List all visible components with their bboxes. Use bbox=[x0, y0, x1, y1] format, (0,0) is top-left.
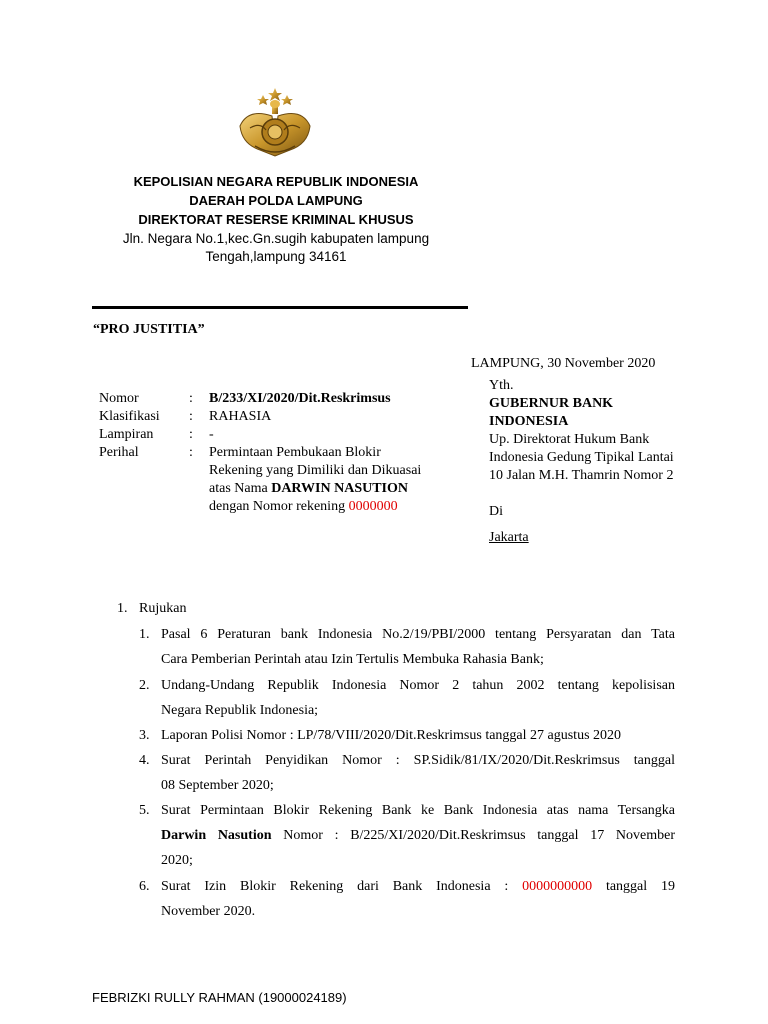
lampiran-label: Lampiran bbox=[99, 427, 154, 442]
account-number: 0000000 bbox=[348, 499, 398, 514]
addressee-line-2: Indonesia Gedung Tipikal Lantai bbox=[489, 450, 674, 465]
list-item-line: Negara Republik Indonesia; bbox=[161, 703, 319, 718]
suspect-name-bold: Darwin Nasution bbox=[161, 828, 272, 843]
list-item-line: Laporan Polisi Nomor : LP/78/VIII/2020/Dit.Reskrimsus tanggal 27 agustus 2020 bbox=[161, 728, 622, 743]
nomor-value: B/233/XI/2020/Dit.Reskrimsus bbox=[209, 391, 391, 406]
yth-label: Yth. bbox=[489, 378, 514, 393]
lampiran-colon: : bbox=[189, 427, 193, 442]
perihal-line-3-prefix: atas Nama bbox=[209, 481, 272, 496]
list-item-line: November 2020. bbox=[161, 904, 256, 919]
list-item-line: 2020; bbox=[161, 853, 193, 868]
addressee-name-2: INDONESIA bbox=[489, 414, 569, 429]
perihal-line-4 bbox=[209, 498, 421, 516]
addressee-name-1: GUBERNUR BANK bbox=[489, 396, 614, 411]
perihal-line-1: Permintaan Pembukaan Blokir bbox=[209, 445, 381, 460]
perihal-line-3 bbox=[209, 480, 421, 498]
institution-name: KEPOLISIAN NEGARA REPUBLIK INDONESIA bbox=[133, 174, 419, 189]
list-item-line bbox=[161, 823, 675, 848]
nomor-colon: : bbox=[189, 391, 193, 406]
perihal-colon: : bbox=[189, 445, 193, 460]
list-item-number: 3. bbox=[139, 728, 150, 743]
perihal-value bbox=[209, 444, 421, 516]
list-item-line: Undang-Undang Republik Indonesia Nomor 2 tahun 2002 tentang kepolisisan bbox=[161, 678, 675, 693]
list-item-line: Pasal 6 Peraturan bank Indonesia No.2/19/PBI/2000 tentang Persyaratan dan Tata bbox=[161, 627, 675, 642]
list-item-number: 4. bbox=[139, 753, 150, 768]
list-item-line-rest: Nomor : B/225/XI/2020/Dit.Reskrimsus tanggal 17 November bbox=[271, 828, 676, 843]
list-item-line: Cara Pemberian Perintah atau Izin Tertulis Membuka Rahasia Bank; bbox=[161, 652, 544, 667]
list-item-line: Surat Permintaan Blokir Rekening Bank ke Bank Indonesia atas nama Tersangka bbox=[161, 803, 675, 818]
perihal-line-4-prefix: dengan Nomor rekening bbox=[209, 499, 349, 514]
list-item-line-suffix: tanggal 19 bbox=[592, 879, 675, 894]
letter-date: LAMPUNG, 30 November 2020 bbox=[471, 356, 656, 371]
addressee-city: Jakarta bbox=[489, 530, 529, 545]
perihal-label: Perihal bbox=[99, 445, 139, 460]
list-item-line bbox=[161, 874, 675, 899]
di-label: Di bbox=[489, 504, 503, 519]
klasifikasi-label: Klasifikasi bbox=[99, 409, 160, 424]
list-item-line: 08 September 2020; bbox=[161, 778, 274, 793]
klasifikasi-value: RAHASIA bbox=[209, 409, 272, 424]
nomor-label: Nomor bbox=[99, 391, 139, 406]
police-emblem-icon bbox=[230, 86, 320, 166]
pro-justitia-heading: “PRO JUSTITIA” bbox=[93, 322, 205, 337]
regional-unit: DAERAH POLDA LAMPUNG bbox=[189, 193, 363, 208]
directorate-name: DIREKTORAT RESERSE KRIMINAL KHUSUS bbox=[138, 212, 414, 227]
footer-author: FEBRIZKI RULLY RAHMAN (19000024189) bbox=[92, 990, 347, 1005]
section-number: 1. bbox=[117, 601, 128, 616]
list-item-number: 1. bbox=[139, 627, 150, 642]
list-item-number: 5. bbox=[139, 803, 150, 818]
list-item-number: 6. bbox=[139, 879, 150, 894]
section-title: Rujukan bbox=[139, 601, 187, 616]
perihal-line-2: Rekening yang Dimiliki dan Dikuasai bbox=[209, 463, 422, 478]
klasifikasi-colon: : bbox=[189, 409, 193, 424]
header-divider bbox=[92, 306, 468, 309]
permit-account-number: 0000000000 bbox=[522, 879, 593, 894]
list-item-line: Surat Perintah Penyidikan Nomor : SP.Sidik/81/IX/2020/Dit.Reskrimsus tanggal bbox=[161, 753, 675, 768]
address-line-2: Tengah,lampung 34161 bbox=[205, 249, 347, 264]
address-line-1: Jln. Negara No.1,kec.Gn.sugih kabupaten lampung bbox=[122, 231, 430, 246]
addressee-line-3: 10 Jalan M.H. Thamrin Nomor 2 bbox=[489, 468, 674, 483]
lampiran-value: - bbox=[209, 427, 214, 442]
list-item-number: 2. bbox=[139, 678, 150, 693]
list-item-line-prefix: Surat Izin Blokir Rekening dari Bank Indonesia : bbox=[161, 879, 523, 894]
addressee-line-1: Up. Direktorat Hukum Bank bbox=[489, 432, 650, 447]
suspect-name: DARWIN NASUTION bbox=[271, 481, 409, 496]
